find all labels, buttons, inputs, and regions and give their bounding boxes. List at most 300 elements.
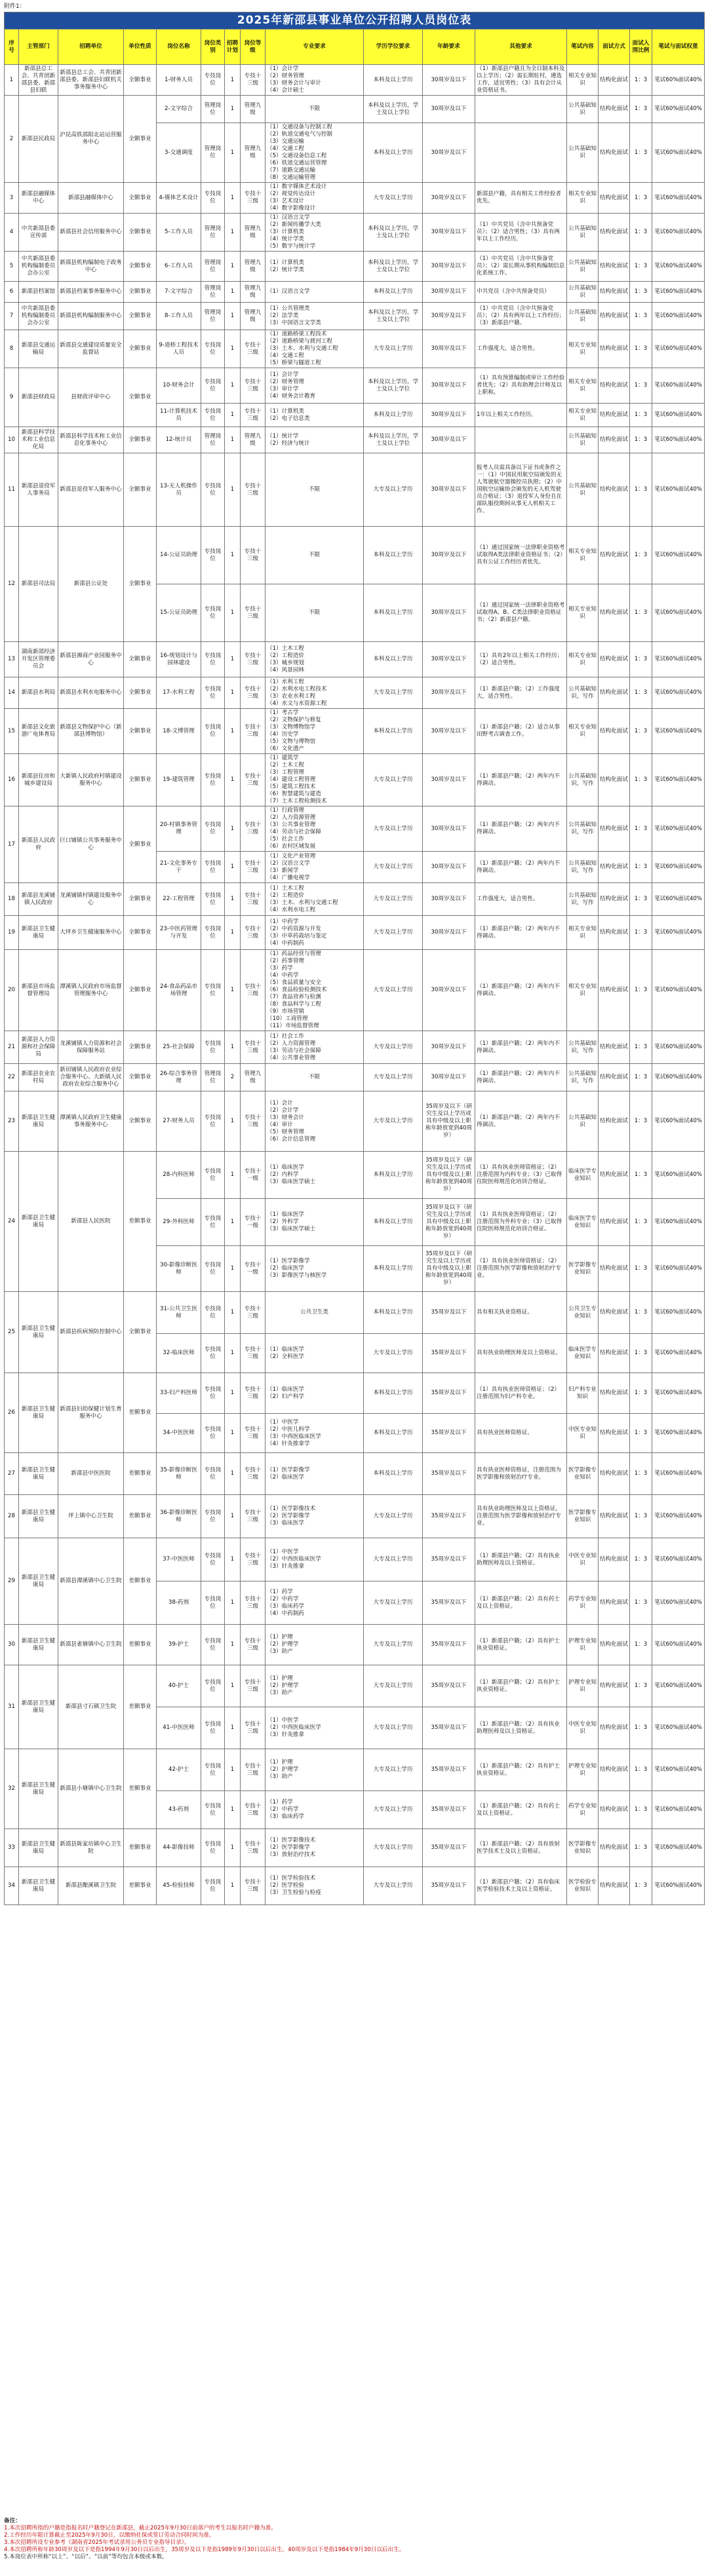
table-cell: 30周岁及以下 — [423, 96, 475, 123]
table-cell: 1：3 — [630, 584, 652, 642]
table-cell: 28 — [5, 1495, 19, 1538]
table-cell: 3 — [5, 183, 19, 214]
table-cell: （1）统计学 （2）经济与统计 — [266, 427, 364, 453]
table-cell: （1）汉语言文学 — [266, 282, 364, 303]
table-cell: 大专及以上学历 — [364, 453, 423, 527]
table-cell: 本科及以上学历 — [364, 1246, 423, 1292]
table-cell: 笔试60%面试40% — [652, 677, 705, 709]
table-cell: （1）中共党员（含中共预备党员）；（2）适合男性；（3）具有两年以上工作经历。 — [475, 214, 567, 252]
table-cell: 19-建筑管理 — [157, 754, 201, 806]
table-cell: 30周岁及以下 — [423, 330, 475, 368]
table-row — [5, 183, 705, 214]
table-cell: （1）中药学 （2）中药资源与开发 （3）中草药栽培与鉴定 （4）中药制药 — [266, 916, 364, 950]
table-cell: 1：3 — [630, 1749, 652, 1791]
table-cell: 湖南新邵经济开发区管理委员会 — [19, 642, 58, 677]
table-cell: 具有执业医师资格证，注册范围为医学影像和放射治疗专业。 — [475, 1453, 567, 1495]
table-cell: 新邵县机构编制服务中心 — [58, 303, 124, 330]
table-cell: 不限 — [266, 584, 364, 642]
table-cell: 1-财务人员 — [157, 65, 201, 96]
table-row — [5, 1829, 705, 1867]
table-cell: 笔试60%面试40% — [652, 1538, 705, 1582]
table-cell: 本科及以上学历 — [364, 1414, 423, 1453]
table-cell: 本科及以上学历 — [364, 527, 423, 584]
table-cell: 专技十三级 — [241, 754, 266, 806]
table-row — [5, 65, 705, 96]
table-cell: 专技十三级 — [241, 1867, 266, 1905]
table-cell: 15-公证员助理 — [157, 584, 201, 642]
table-cell: 新邵县退役军人服务中心 — [58, 453, 124, 527]
table-cell: 大坪乡卫生健康服务中心 — [58, 916, 124, 950]
table-cell: 公共基础知识 — [567, 282, 599, 303]
table-cell: 差额事业 — [124, 1373, 157, 1453]
table-cell: 大专及以上学历 — [364, 1625, 423, 1665]
table-cell: 中共新邵县委宣传部 — [19, 214, 58, 252]
table-cell: （1）药学 （2）中药学 （3）临床药学 — [266, 1791, 364, 1829]
table-cell: 1：3 — [630, 330, 652, 368]
table-cell: 全额事业 — [124, 677, 157, 709]
table-header-row — [5, 29, 705, 65]
table-cell: 管理九级 — [241, 214, 266, 252]
table-cell: 31 — [5, 1665, 19, 1749]
table-cell: 30周岁及以下 — [423, 123, 475, 183]
table-cell: 1 — [225, 123, 241, 183]
table-cell: 全额事业 — [124, 806, 157, 883]
table-cell: 7 — [5, 303, 19, 330]
table-cell: 37-中医医师 — [157, 1538, 201, 1582]
recruitment-table-sheet — [4, 12, 704, 1905]
table-cell: 中医专业知识 — [567, 1707, 599, 1749]
table-cell: （1）临床医学 （2）妇产科学 — [266, 1373, 364, 1414]
table-cell: 30-影像诊断医师 — [157, 1246, 201, 1292]
table-cell: （1）考古学 （2）文物保护与修复 （3）文物博物馆学 （4）历史学 （5）文物与博物馆 （6）文化遗产 — [266, 709, 364, 754]
table-cell: 新邵县卫生健康局 — [19, 1665, 58, 1749]
table-cell: 全额事业 — [124, 65, 157, 96]
table-cell: 大专及以上学历 — [364, 1538, 423, 1582]
table-cell: 笔试60%面试40% — [652, 183, 705, 214]
table-cell: 25-社会保障 — [157, 1031, 201, 1064]
table-cell: 20-村镇事务管理 — [157, 806, 201, 852]
table-cell: 新邵县文物保护中心（新邵县博物馆） — [58, 709, 124, 754]
table-cell: 专技十三级 — [241, 453, 266, 527]
table-row — [5, 677, 705, 709]
table-cell: 1：3 — [630, 709, 652, 754]
table-cell: 25 — [5, 1292, 19, 1373]
table-cell: （1）新邵县户籍；（2）适合从事田野考古调查工作。 — [475, 709, 567, 754]
table-row — [5, 1031, 705, 1064]
column-header: 面试方式 — [599, 29, 630, 65]
table-cell: 全额事业 — [124, 916, 157, 950]
table-cell: 专技岗位 — [201, 642, 225, 677]
table-cell: （1）中医学 （2）中医儿科学 （3）中西医临床医学 （4）针灸推拿学 — [266, 1414, 364, 1453]
table-cell: 管理岗位 — [201, 96, 225, 123]
table-cell: 1：3 — [630, 1199, 652, 1246]
table-cell: 专技十三级 — [241, 916, 266, 950]
table-cell: 公共卫生专业知识 — [567, 1292, 599, 1334]
table-cell: 专技十三级 — [241, 330, 266, 368]
table-cell: 专技十三级 — [241, 1292, 266, 1334]
table-cell: 新邵县寸石镇卫生院 — [58, 1665, 124, 1749]
table-cell: 新邵县文化旅游广电体育局 — [19, 709, 58, 754]
table-cell: 管理岗位 — [201, 1064, 225, 1091]
table-row — [5, 303, 705, 330]
table-cell: 16-规划设计与园林建设 — [157, 642, 201, 677]
table-cell: 笔试60%面试40% — [652, 806, 705, 852]
table-cell: 全额事业 — [124, 252, 157, 282]
table-cell: 笔试60%面试40% — [652, 427, 705, 453]
table-cell: 30周岁及以下 — [423, 916, 475, 950]
table-cell: （1）新邵县户籍；（2）具有执业助理医师及以上资格证。 — [475, 1538, 567, 1582]
table-cell: （1）具有执业医师资格证；（2）注册范围为妇产科专业。 — [475, 1373, 567, 1414]
table-cell: 专技岗位 — [201, 1749, 225, 1791]
table-cell: 新邵县陈家坊镇中心卫生院 — [58, 1829, 124, 1867]
table-cell: 专技岗位 — [201, 1373, 225, 1414]
table-cell: 专技岗位 — [201, 1091, 225, 1152]
table-cell: 30周岁及以下 — [423, 282, 475, 303]
table-cell: （1）文化产业管理 （2）汉语言文学 （3）新闻学 （4）广播电视学 — [266, 852, 364, 883]
column-header: 面试入围比例 — [630, 29, 652, 65]
note-line: 2.工作经历年限计算截止至2025年9月30日，以缴纳社保或签订劳动合同时间为准。 — [4, 2532, 215, 2539]
table-cell: 专技十三级 — [241, 1749, 266, 1791]
column-header: 其他要求 — [475, 29, 567, 65]
table-cell: 1：3 — [630, 1453, 652, 1495]
table-cell: 44-影像技师 — [157, 1829, 201, 1867]
column-header: 岗位类别 — [201, 29, 225, 65]
table-cell: 30周岁及以下 — [423, 214, 475, 252]
table-cell: 大专及以上学历 — [364, 754, 423, 806]
table-cell: 医学影像专业知识 — [567, 1829, 599, 1867]
table-cell: 结构化面试 — [599, 1031, 630, 1064]
table-cell: 公共基础知识 — [567, 1091, 599, 1152]
table-cell: 本科及以上学历 — [364, 123, 423, 183]
table-cell: 本科及以上学历 — [364, 1453, 423, 1495]
table-cell: 本科及以上学历 — [364, 1373, 423, 1414]
table-cell: 1：3 — [630, 1829, 652, 1867]
table-cell: 新邵县卫生健康局 — [19, 1749, 58, 1829]
table-cell: 1 — [225, 584, 241, 642]
table-cell: 本科及以上学历，学士及以上学位 — [364, 427, 423, 453]
table-cell: 4 — [5, 214, 19, 252]
table-cell: 29 — [5, 1538, 19, 1625]
table-cell: 35周岁及以下 — [423, 1707, 475, 1749]
table-cell: 大专及以上学历 — [364, 1091, 423, 1152]
table-cell: 1 — [225, 404, 241, 427]
column-header: 岗位名称 — [157, 29, 201, 65]
table-cell: 结构化面试 — [599, 642, 630, 677]
table-cell: 1 — [5, 65, 19, 96]
table-cell: 1 — [225, 806, 241, 852]
table-cell: 大专及以上学历 — [364, 330, 423, 368]
table-cell: 结构化面试 — [599, 852, 630, 883]
table-cell: 1 — [225, 183, 241, 214]
table-cell: 新邵县卫生健康局 — [19, 1625, 58, 1665]
table-cell: 35周岁及以下 — [423, 1867, 475, 1905]
table-cell: 结构化面试 — [599, 65, 630, 96]
table-cell: 新邵县司法局 — [19, 527, 58, 642]
table-cell: 管理岗位 — [201, 282, 225, 303]
table-cell: 1：3 — [630, 806, 652, 852]
table-cell: 1：3 — [630, 1582, 652, 1625]
table-cell: 新田铺镇人民政府农业综合服务中心、大新镇人民政府农业综合服务中心 — [58, 1064, 124, 1091]
table-cell: （1）中共党员（含中共预备党员）；（2）需长期从事机构编制信息化系统工作。 — [475, 252, 567, 282]
table-cell: 大新镇人民政府村镇建设服务中心 — [58, 754, 124, 806]
table-row — [5, 950, 705, 1031]
note-line: 5.本岗位表中所称“以上”、“以后”、“以前”等均包含本级或本数。 — [4, 2554, 168, 2560]
table-cell: 1：3 — [630, 123, 652, 183]
table-cell: （1）新邵县户籍；（2）具有临床医学检验技术士及以上资格证。 — [475, 1867, 567, 1905]
table-cell: 结构化面试 — [599, 330, 630, 368]
table-cell: 结构化面试 — [599, 1453, 630, 1495]
table-cell: 专技十一级 — [241, 1199, 266, 1246]
table-cell: 新邵县人力资源和社会保障局 — [19, 1031, 58, 1064]
table-cell: 专技岗位 — [201, 330, 225, 368]
table-cell: 新邵县小塘镇中心卫生院 — [58, 1749, 124, 1829]
table-cell: （1）汉语言文学 （2）新闻传播学大类 （3）计算机类 （4）统计学类 （5）数字与统计学 — [266, 214, 364, 252]
table-cell: 专技十三级 — [241, 1791, 266, 1829]
table-cell: 差额事业 — [124, 1152, 157, 1292]
column-header: 年龄要求 — [423, 29, 475, 65]
table-cell: 专技岗位 — [201, 916, 225, 950]
table-row — [5, 427, 705, 453]
table-cell: （1）会计学 （2）财务管理 （3）审计学 （4）财务会计教育 — [266, 368, 364, 404]
table-cell: （1）会计学 （2）财务管理 （3）财务会计与审计 （4）会计硕士 — [266, 65, 364, 96]
table-cell: 不限 — [266, 527, 364, 584]
table-cell: 11 — [5, 453, 19, 527]
table-cell: 1 — [225, 1867, 241, 1905]
table-cell: 结构化面试 — [599, 96, 630, 123]
table-cell: 本科及以上学历 — [364, 404, 423, 427]
table-cell: 笔试60%面试40% — [652, 1292, 705, 1334]
table-cell: 1 — [225, 282, 241, 303]
table-cell: 新邵县融媒体中心 — [19, 183, 58, 214]
table-cell: 专技岗位 — [201, 1453, 225, 1495]
table-cell: 27-财务人员 — [157, 1091, 201, 1152]
table-cell: 1 — [225, 677, 241, 709]
table-cell: 中医专业知识 — [567, 1538, 599, 1582]
note-line: 3.本次招聘所设专业参考《湖南省2025年考试录用公务员专业指导目录》。 — [4, 2539, 190, 2546]
table-cell: 全额事业 — [124, 1031, 157, 1064]
table-cell: 1 — [225, 1791, 241, 1829]
table-cell: 新邵县卫生健康局 — [19, 1495, 58, 1538]
table-cell: 10 — [5, 427, 19, 453]
table-cell: 1：3 — [630, 1373, 652, 1414]
table-cell: 报考人员需具备以下证书或条件之一：（1）中国民用航空局颁发的无人驾驶航空器操控员执照；（2）中国航空运输协会颁发的无人机驾驶员合格证；（3）退役军人身份且在部队服役期间从事无人机相关工作。 — [475, 453, 567, 527]
table-row — [5, 1373, 705, 1414]
table-cell: 1 — [225, 252, 241, 282]
table-cell: 1：3 — [630, 303, 652, 330]
table-row — [5, 1152, 705, 1199]
table-cell: 35周岁及以下 — [423, 1453, 475, 1495]
table-cell: 30周岁及以下 — [423, 709, 475, 754]
table-row — [5, 1453, 705, 1495]
table-cell: 结构化面试 — [599, 916, 630, 950]
table-cell: （1）社会工作 （2）人力资源管理 （3）劳动与社会保障 （4）公共事业管理 — [266, 1031, 364, 1064]
table-cell: 2 — [225, 1064, 241, 1091]
table-cell: （1）临床医学 （2）外科学 （3）临床医学硕士 — [266, 1199, 364, 1246]
table-cell: 专技岗位 — [201, 852, 225, 883]
table-cell: 专技岗位 — [201, 1414, 225, 1453]
table-cell: （1）水利工程 （2）水利水电工程技术 （3）农业水利工程 （4）水文与水资源工程 — [266, 677, 364, 709]
table-cell: 8-工作人员 — [157, 303, 201, 330]
table-cell: 1：3 — [630, 1152, 652, 1199]
table-cell: 1：3 — [630, 1334, 652, 1373]
table-cell: 1 — [225, 1707, 241, 1749]
table-cell: 14 — [5, 677, 19, 709]
table-cell — [475, 427, 567, 453]
table-cell: 1：3 — [630, 677, 652, 709]
table-cell: 管理九级 — [241, 282, 266, 303]
table-cell: 专技十三级 — [241, 642, 266, 677]
table-row — [5, 709, 705, 754]
table-cell: 公共卫生类 — [266, 1292, 364, 1334]
table-cell: 23-中医药管理与开发 — [157, 916, 201, 950]
table-cell: 结构化面试 — [599, 677, 630, 709]
table-cell: 笔试60%面试40% — [652, 883, 705, 916]
table-cell: 专技岗位 — [201, 368, 225, 404]
table-cell: 大专及以上学历 — [364, 806, 423, 852]
table-row — [5, 453, 705, 527]
table-cell: 大专及以上学历 — [364, 183, 423, 214]
table-cell: 专技岗位 — [201, 1582, 225, 1625]
table-cell: 40-护士 — [157, 1665, 201, 1707]
table-cell: 30周岁及以下 — [423, 852, 475, 883]
table-cell: 新邵县档案馆 — [19, 282, 58, 303]
table-cell: 专技十三级 — [241, 806, 266, 852]
table-cell: 公共基础知识 — [567, 123, 599, 183]
table-cell: 1：3 — [630, 1246, 652, 1292]
table-cell: 30周岁及以下 — [423, 303, 475, 330]
table-cell: 潭溪镇人民政府卫生健康事务服务中心 — [58, 1091, 124, 1152]
table-cell: （1）具有执业医师资格证；（2）注册范围为外科专业；（3）已取得住院医师规范化培训合格证。 — [475, 1199, 567, 1246]
table-cell: 大专及以上学历 — [364, 852, 423, 883]
table-cell: 1：3 — [630, 1414, 652, 1453]
table-cell: （1）中医学 （2）中西医临床医学 （3）针灸推拿 — [266, 1538, 364, 1582]
table-cell: 具有执业助理医师及以上资格证，注册范围为医学影像和放射治疗专业。 — [475, 1495, 567, 1538]
table-cell: 35周岁及以下 — [423, 1414, 475, 1453]
table-cell: 本科及以上学历 — [364, 1152, 423, 1199]
table-cell: 全额事业 — [124, 303, 157, 330]
table-cell: 本科及以上学历 — [364, 642, 423, 677]
table-cell: 30周岁及以下 — [423, 1031, 475, 1064]
table-cell: 10-财务会计 — [157, 368, 201, 404]
table-cell: 新邵县雀塘镇中心卫生院 — [58, 1625, 124, 1665]
table-cell: 1：3 — [630, 404, 652, 427]
table-cell: 结构化面试 — [599, 1749, 630, 1791]
table-cell: 公共基础知识 — [567, 427, 599, 453]
table-cell: 1：3 — [630, 282, 652, 303]
table-cell: 全额事业 — [124, 754, 157, 806]
table-cell: 结构化面试 — [599, 1334, 630, 1373]
table-cell: 1：3 — [630, 1665, 652, 1707]
table-cell — [475, 123, 567, 183]
table-cell: 1：3 — [630, 883, 652, 916]
table-cell: 相关专业知识 — [567, 642, 599, 677]
table-cell: 专技十三级 — [241, 1665, 266, 1707]
table-cell: 笔试60%面试40% — [652, 1829, 705, 1867]
table-cell: （1）通过国家统一法律职业资格考试取得A类法律职业资格证书；（2）具有公证工作经历者优先。 — [475, 527, 567, 584]
table-cell: 9 — [5, 368, 19, 427]
table-cell: 笔试60%面试40% — [652, 1791, 705, 1829]
table-cell: 新邵县卫生健康局 — [19, 1829, 58, 1867]
table-cell: 差额事业 — [124, 1453, 157, 1495]
table-cell: （1）通过国家统一法律职业资格考试取得A、B、C类法律职业资格证书；（2）新邵县户籍。 — [475, 584, 567, 642]
table-cell: 35周岁及以下 — [423, 1665, 475, 1707]
table-cell: 1年以上相关工作经历。 — [475, 404, 567, 427]
table-cell: （1）临床医学 （2）全科医学 — [266, 1334, 364, 1373]
table-cell: 大专及以上学历 — [364, 950, 423, 1031]
table-cell: 1 — [225, 1538, 241, 1582]
table-cell: 14-公证员助理 — [157, 527, 201, 584]
table-cell: 笔试60%面试40% — [652, 404, 705, 427]
table-cell: 15 — [5, 709, 19, 754]
table-cell: （1）建筑学 （2）土木工程 （3）工程管理 （4）建设工程管理 （5）建筑工程技术 （6）智慧建筑与建造 （7）土木工程检测技术 — [266, 754, 364, 806]
table-cell: 20 — [5, 950, 19, 1031]
table-cell: （1）医学检验技术 （2）医学检验 （3）卫生检验与检疫 — [266, 1867, 364, 1905]
table-cell: 笔试60%面试40% — [652, 754, 705, 806]
table-cell: （1）药品经营与管理 （2）药事管理 （3）药学 （4）中药学 （5）食品质量与安全 （6）食品检验检测技术 （7）食品营养与检测 （8）食品科学与工程 （9）市场营销 （10）工商管理 （11）市场监督管理 — [266, 950, 364, 1031]
table-cell: 专技岗位 — [201, 183, 225, 214]
table-cell: （1）新邵县户籍；（2）具有护士执业资格证。 — [475, 1749, 567, 1791]
table-cell: 大专及以上学历 — [364, 1707, 423, 1749]
attachment-label: 附件1： — [4, 3, 26, 10]
table-cell: 专技岗位 — [201, 584, 225, 642]
table-cell: 1 — [225, 1749, 241, 1791]
table-cell: 结构化面试 — [599, 1538, 630, 1582]
table-cell: 笔试60%面试40% — [652, 1707, 705, 1749]
table-cell: 全额事业 — [124, 183, 157, 214]
table-row — [5, 252, 705, 282]
table-cell: 41-中医医师 — [157, 1707, 201, 1749]
table-cell: 公共基础知识 — [567, 303, 599, 330]
table-cell: 笔试60%面试40% — [652, 96, 705, 123]
table-cell: 结构化面试 — [599, 453, 630, 527]
table-cell: 45-检验技师 — [157, 1867, 201, 1905]
table-cell: 5-工作人员 — [157, 214, 201, 252]
table-cell: 1 — [225, 1582, 241, 1625]
table-cell: 1：3 — [630, 950, 652, 1031]
table-cell: 差额事业 — [124, 1749, 157, 1829]
table-cell: 专技十三级 — [241, 1373, 266, 1414]
table-cell: 23 — [5, 1091, 19, 1152]
table-cell: 笔试60%面试40% — [652, 1665, 705, 1707]
table-cell: 1 — [225, 1625, 241, 1665]
table-cell: 专技十三级 — [241, 404, 266, 427]
table-cell: 1 — [225, 1414, 241, 1453]
table-cell: 1 — [225, 368, 241, 404]
table-cell: 结构化面试 — [599, 584, 630, 642]
table-cell: 专技十三级 — [241, 65, 266, 96]
table-cell: 1 — [225, 96, 241, 123]
table-cell: 30周岁及以下 — [423, 950, 475, 1031]
table-cell: 巨口铺镇公共事务服务中心 — [58, 806, 124, 883]
table-cell: 管理岗位 — [201, 123, 225, 183]
table-cell: 专技十三级 — [241, 709, 266, 754]
table-cell: 笔试60%面试40% — [652, 1582, 705, 1625]
table-cell: 36-影像诊断医师 — [157, 1495, 201, 1538]
table-cell: 结构化面试 — [599, 183, 630, 214]
table-cell: 笔试60%面试40% — [652, 1373, 705, 1414]
table-cell: 30周岁及以下 — [423, 642, 475, 677]
table-cell: 新邵县市场监督管理局 — [19, 950, 58, 1031]
table-cell: 医学影像专业知识 — [567, 1495, 599, 1538]
table-cell: （1）新邵县户籍；（2）两年内不得调动。 — [475, 916, 567, 950]
table-row — [5, 96, 705, 123]
table-cell: 1 — [225, 1091, 241, 1152]
table-cell: （1）新邵县户籍；（2）工作强度大，适合男性。 — [475, 677, 567, 709]
table-cell: 1：3 — [630, 368, 652, 404]
table-cell: （1）医学影像技术 （2）医学影像学 （3）临床医学 — [266, 1495, 364, 1538]
table-cell: 笔试60%面试40% — [652, 709, 705, 754]
column-header: 招聘计划 — [225, 29, 241, 65]
